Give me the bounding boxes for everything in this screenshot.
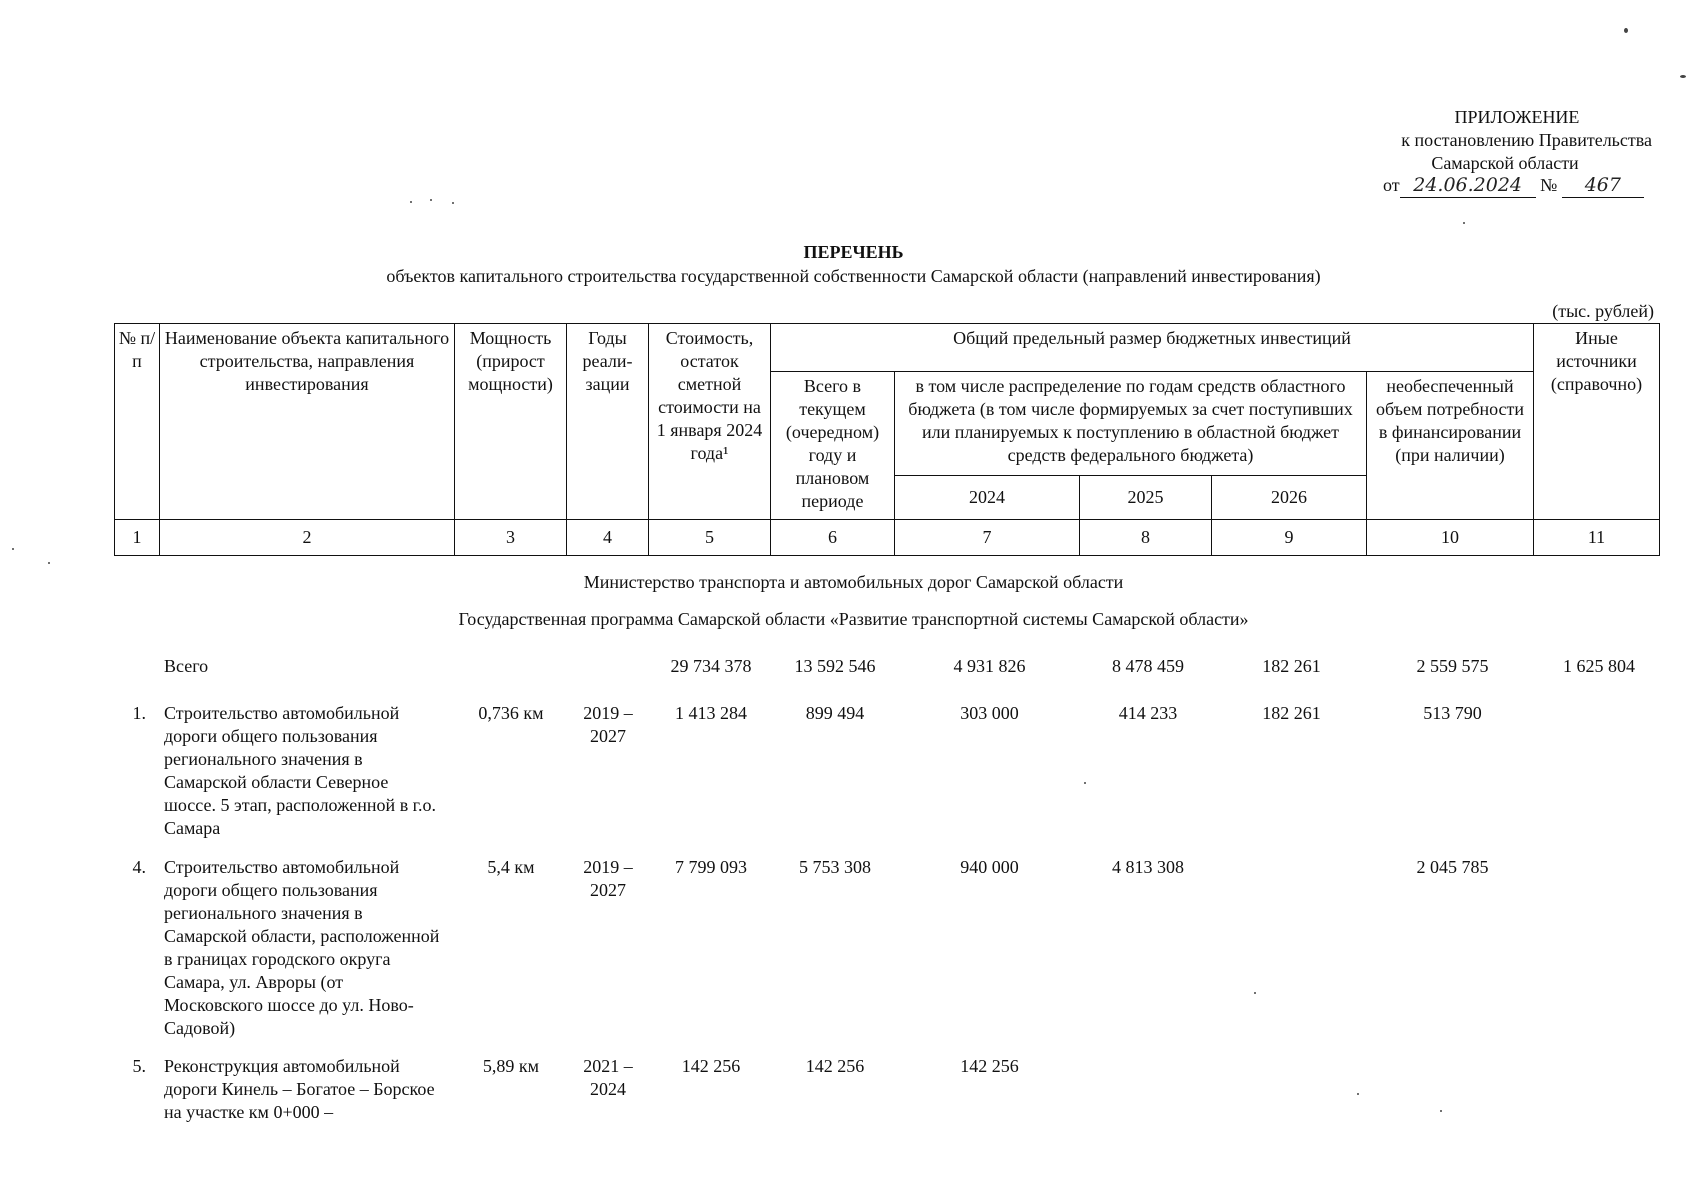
appendix-block [1380,106,1654,129]
header-year-2024: 2024 [895,476,1080,520]
scan-speck [1357,1093,1359,1095]
number-label: № [1540,175,1558,195]
col-number: 1 [115,520,160,556]
from-label: от [1383,175,1400,195]
header-year-2026: 2026 [1212,476,1367,520]
row-capacity: 5,4 км [487,857,535,877]
row-2025: 4 813 308 [1112,857,1184,877]
row-cost: 1 413 284 [675,703,747,723]
scan-speck [48,562,50,564]
row-number: 1. [132,703,146,723]
total-cost: 29 734 378 [670,656,752,676]
row-years: 2021 – 2024 [583,1056,633,1099]
row-name: Строительство автомобильной дороги общего пользования регионального значения в Самарской области, расположенной в границах городского округа Самара, ул. Авроры (от Московского шоссе до ул. Ново-Садовой) [164,857,440,1038]
col-number: 7 [895,520,1080,556]
header-unsecured: необеспеченный объем потребности в финансировании (при наличии) [1367,372,1534,520]
header-other: Иные источники (справочно) [1534,324,1660,520]
total-other: 1 625 804 [1563,656,1635,676]
total-2024: 4 931 826 [953,656,1026,676]
handwritten-date: 24.06.2024 [1400,173,1536,198]
row-years: 2019 – 2027 [583,857,633,900]
total-2026: 182 261 [1262,656,1321,676]
scan-speck [452,202,454,204]
row-2026: 182 261 [1262,703,1321,723]
row-name: Строительство автомобильной дороги общего пользования регионального значения в Самарской области Северное шоссе. 5 этап, расположенной в г.о. Самара [164,703,437,838]
ministry-heading: Министерство транспорта и автомобильных дорог Самарской области [583,572,1124,592]
header-table [114,323,1660,556]
row-unsecured: 2 045 785 [1416,857,1489,877]
col-number: 8 [1080,520,1212,556]
row-unsecured: 513 790 [1423,703,1482,723]
header-year-2025: 2025 [1080,476,1212,520]
scan-speck [12,548,14,550]
col-number: 4 [567,520,649,556]
scan-speck [1084,782,1086,784]
row-capacity: 0,736 км [478,703,544,723]
document-subtitle: объектов капитального строительства государственной собственности Самарской области (направлений инвестирования) [386,266,1321,286]
header-capacity: Мощность (прирост мощности) [455,324,567,520]
scan-speck [1463,222,1465,224]
header-distribution: в том числе распределение по годам средств областного бюджета (в том числе формируемых за счет поступивших или планируемых к поступлению в областной бюджет средств федерального бюджета) [895,372,1367,476]
row-total: 142 256 [805,1056,865,1076]
row-name: Реконструкция автомобильной дороги Кинель – Богатое – Борское на участке км 0+000 – [164,1056,435,1122]
total-current: 13 592 546 [794,656,876,676]
row-number: 4. [132,857,146,877]
appendix-title: ПРИЛОЖЕНИЕ [1454,107,1580,127]
row-number: 5. [132,1056,146,1076]
row-total: 5 753 308 [799,857,871,877]
header-no: № п/п [115,324,160,520]
appendix-line2: Самарской области [1431,153,1579,173]
header-name: Наименование объекта капитального строительства, направления инвестирования [160,324,455,520]
row-cost: 142 256 [681,1056,741,1076]
col-number: 9 [1212,520,1367,556]
header-total-current: Всего в текущем (очередном) году и плановом периоде [771,372,895,520]
row-2024: 940 000 [960,857,1019,877]
col-number: 6 [771,520,895,556]
row-2025: 414 233 [1118,703,1178,723]
scan-speck [1254,992,1256,994]
scan-speck [430,199,432,201]
handwritten-number: 467 [1562,173,1644,198]
row-2024: 303 000 [960,703,1019,723]
appendix-date-line [1383,173,1644,198]
scan-speck [410,201,412,203]
scan-speck [1440,1110,1442,1112]
header-total-group: Общий предельный размер бюджетных инвестиций [771,324,1534,372]
row-years: 2019 – 2027 [583,703,633,746]
row-cost: 7 799 093 [675,857,747,877]
scan-speck [1680,75,1686,78]
header-cost: Стоимость, остаток сметной стоимости на 1 января 2024 года¹ [649,324,771,520]
row-total: 899 494 [805,703,865,723]
total-2025: 8 478 459 [1112,656,1184,676]
col-number: 2 [160,520,455,556]
scan-speck [1624,28,1628,33]
program-heading: Государственная программа Самарской области «Развитие транспортной системы Самарской области» [458,609,1249,629]
total-unsecured: 2 559 575 [1416,656,1489,676]
row-capacity: 5,89 км [482,1056,540,1076]
row-2024: 142 256 [960,1056,1019,1076]
appendix-line1: к постановлению Правительства [1401,130,1652,150]
col-number: 11 [1534,520,1660,556]
col-number: 3 [455,520,567,556]
col-number: 5 [649,520,771,556]
total-label: Всего [164,656,209,676]
unit-label: (тыс. рублей) [1552,301,1654,321]
document-title: ПЕРЕЧЕНЬ [803,242,904,262]
col-number: 10 [1367,520,1534,556]
header-years: Годы реали- зации [567,324,649,520]
